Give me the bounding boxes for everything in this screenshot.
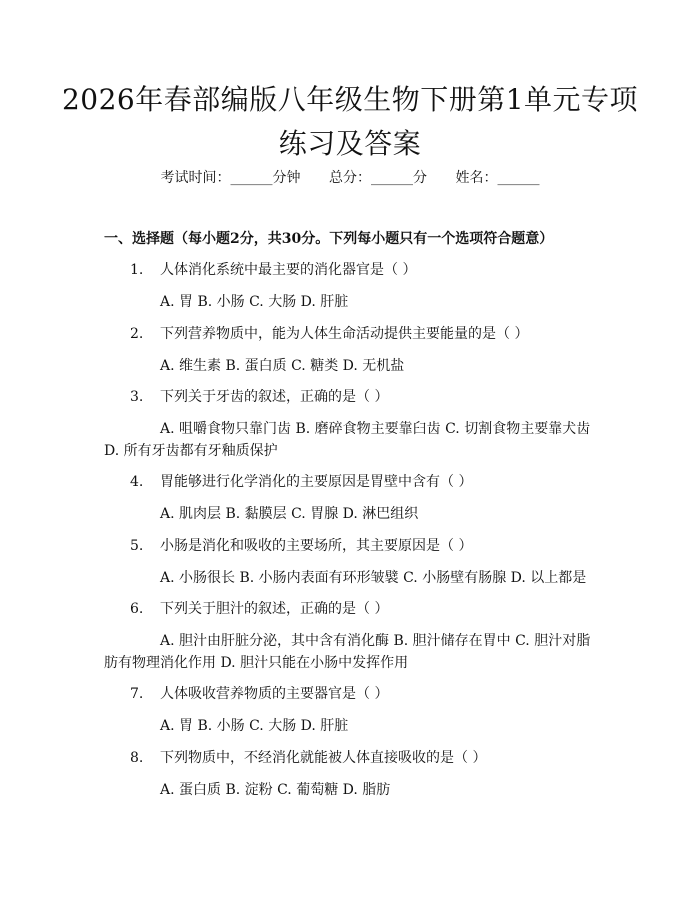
question-number: 2. [130, 326, 144, 342]
student-name-field: 姓名：______ [455, 170, 540, 186]
exam-meta [0, 168, 700, 188]
options-text: A. 咀嚼食物只靠门齿 B. 磨碎食物主要靠臼齿 C. 切割食物主要靠犬齿 D. 所有牙齿都有牙釉质保护 [104, 421, 591, 459]
total-score-field: 总分：______分 [329, 170, 427, 186]
options-text: A. 维生素 B. 蛋白质 C. 糖类 D. 无机盐 [160, 358, 405, 374]
question-number: 3. [130, 389, 144, 405]
question-text: 人体吸收营养物质的主要器官是（ ） [160, 686, 389, 702]
question-text: 下列物质中，不经消化就能被人体直接吸收的是（ ） [160, 750, 487, 766]
question-number: 1. [130, 262, 144, 278]
options-text: A. 胆汁由肝脏分泌，其中含有消化酶 B. 胆汁储存在胃中 C. 胆汁对脂肪有物理消化作用 D. 胆汁只能在小肠中发挥作用 [104, 633, 591, 671]
question-number: 5. [130, 538, 144, 554]
options-text: A. 胃 B. 小肠 C. 大肠 D. 肝脏 [160, 294, 349, 310]
question-number: 7. [130, 686, 144, 702]
question-text: 下列关于胆汁的叙述，正确的是（ ） [160, 601, 389, 617]
options-text: A. 小肠很长 B. 小肠内表面有环形皱襞 C. 小肠壁有肠腺 D. 以上都是 [160, 570, 587, 586]
question-number: 4. [130, 474, 144, 490]
options-text: A. 蛋白质 B. 淀粉 C. 葡萄糖 D. 脂肪 [160, 782, 391, 798]
question-text: 胃能够进行化学消化的主要原因是胃壁中含有（ ） [160, 474, 473, 490]
document-title: 2026年春部编版八年级生物下册第1单元专项练习及答案 [61, 83, 639, 160]
question-number: 6. [130, 601, 144, 617]
question-text: 小肠是消化和吸收的主要场所，其主要原因是（ ） [160, 538, 473, 554]
options-text: A. 肌肉层 B. 黏膜层 C. 胃腺 D. 淋巴组织 [160, 506, 419, 522]
question-text: 下列关于牙齿的叙述，正确的是（ ） [160, 389, 389, 405]
exam-time-field: 考试时间：______分钟 [160, 170, 301, 186]
options-text: A. 胃 B. 小肠 C. 大肠 D. 肝脏 [160, 718, 349, 734]
question-text: 人体消化系统中最主要的消化器官是（ ） [160, 262, 417, 278]
section-heading-multiple-choice: 一、选择题（每小题2分，共30分。下列每小题只有一个选项符合题意） [104, 231, 554, 247]
question-text: 下列营养物质中，能为人体生命活动提供主要能量的是（ ） [160, 326, 529, 342]
question-number: 8. [130, 750, 144, 766]
